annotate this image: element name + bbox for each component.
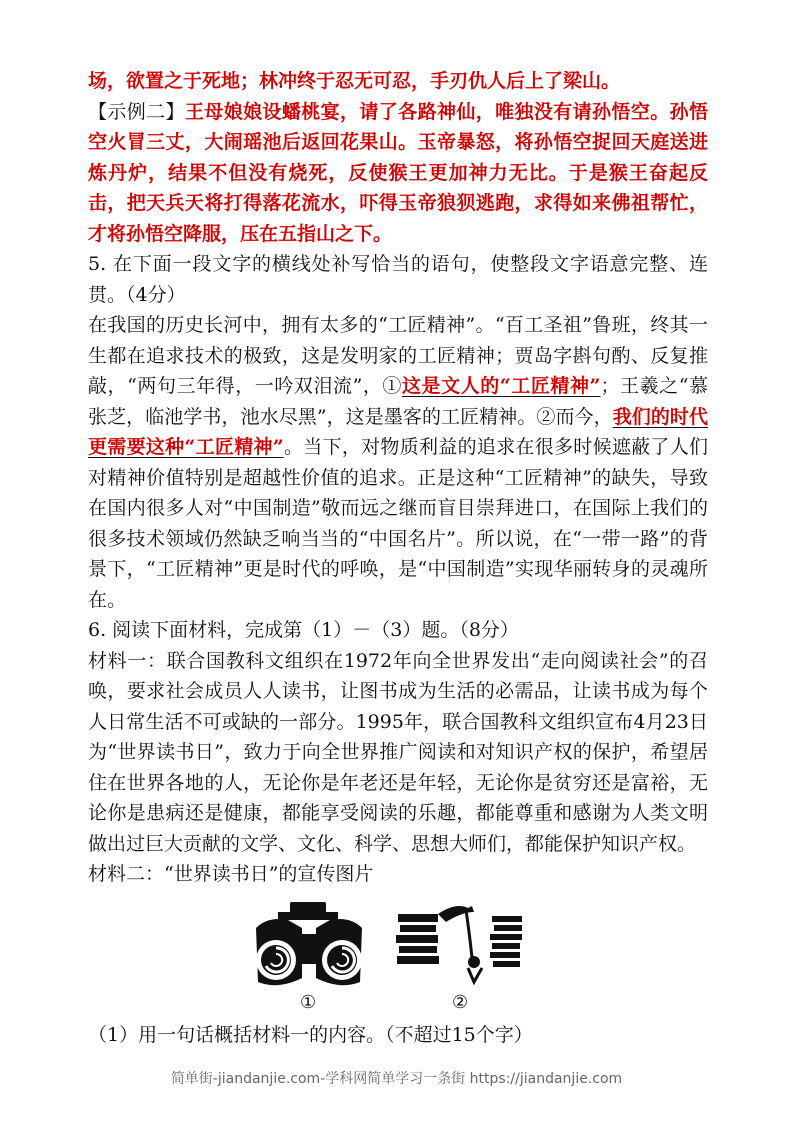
example1-tail: 场，欲置之于死地；林冲终于忍无可忍，手刃仇人后上了梁山。 (88, 70, 621, 92)
material2-caption: 材料二：“世界读书日”的宣传图片 (88, 863, 374, 885)
figure-label-1: ① (300, 991, 317, 1013)
material1: 材料一：联合国教科文组织在1972年向全世界发出“走向阅读社会”的召唤，要求社会成员人人读书，让图书成为生活的必需品，让读书成为每个人日常生活不可或缺的一部分。1995年，联合国教科文组织宣布4月23日为“世界读书日”，致力于向全世界推广阅读和对知识产权的保护，希望居住在世界各地的人，无论你是年老还是年轻，无论你是贫穷还是富裕，无论你是患病还是健康，都能享受阅读的乐趣，都能尊重和感谢为人类文明做出过巨大贡献的文学、文化、科学、思想大师们，都能保护知识产权。 (88, 649, 708, 855)
q6-stem: 6. 阅读下面材料，完成第（1）－（3）题。（8分） (88, 619, 519, 641)
figure-label-2: ② (452, 991, 469, 1013)
book-stack-person-illustration (396, 898, 526, 990)
example2-paragraph (88, 97, 708, 250)
binoculars-book-illustration (248, 898, 370, 990)
content-area (88, 66, 708, 1050)
example2-label: 【示例二】 (88, 100, 185, 123)
example2-text: 王母娘娘设蟠桃宴，请了各路神仙，唯独没有请孙悟空。孙悟空火冒三丈，大闹瑶池后返回花果山。玉帝暴怒，将孙悟空捉回天庭送进炼丹炉，结果不但没有烧死，反使猴王更加神力无比。于是猴王奋起反击，把天兵天将打得落花流水，吓得玉帝狼狈逃跑，求得如来佛祖帮忙，才将孙悟空降服，压在五指山之下。 (88, 100, 708, 245)
q5-text-part2: ；王羲之“慕张芝，临池学书，池水尽黑”，这是墨客的工匠精神。②而今， (88, 375, 708, 428)
page-footer: 简单街-jiandanjie.com-学科网简单学习一条街 https://jiandanjie.com (170, 1071, 623, 1087)
q5-passage (88, 310, 708, 615)
q5-text-part3: 。当下，对物质利益的追求在很多时候遮蔽了人们对精神价值特别是超越性价值的追求。正是这种“工匠精神”的缺失，导致在国内很多人对“中国制造”敬而远之继而盲目崇拜进口，在国际上我们的很多技术领域仍然缺乏响当当的“中国名片”。所以说，在“一带一路”的背景下，“工匠精神”更是时代的呼唤，是“中国制造”实现华丽转身的灵魂所在。 (88, 436, 708, 611)
q5-stem: 5. 在下面一段文字的横线处补写恰当的语句，使整段文字语意完整、连贯。（4分） (88, 253, 708, 306)
q5-answer-2: 我们的时代更需要这种“工匠精神” (88, 405, 708, 458)
q5-answer-1: 这是文人的“工匠精神” (401, 375, 601, 397)
q5-text-part1: 在我国的历史长河中，拥有太多的“工匠精神”。“百工圣祖”鲁班，终其一生都在追求技术的极致，这是发明家的工匠精神；贾岛字斟句酌、反复推敲，“两句三年得，一吟双泪流”，① (88, 314, 708, 397)
reading-day-figure (88, 892, 708, 1020)
q6-sub1: （1）用一句话概括材料一的内容。（不超过15个字） (88, 1023, 533, 1046)
